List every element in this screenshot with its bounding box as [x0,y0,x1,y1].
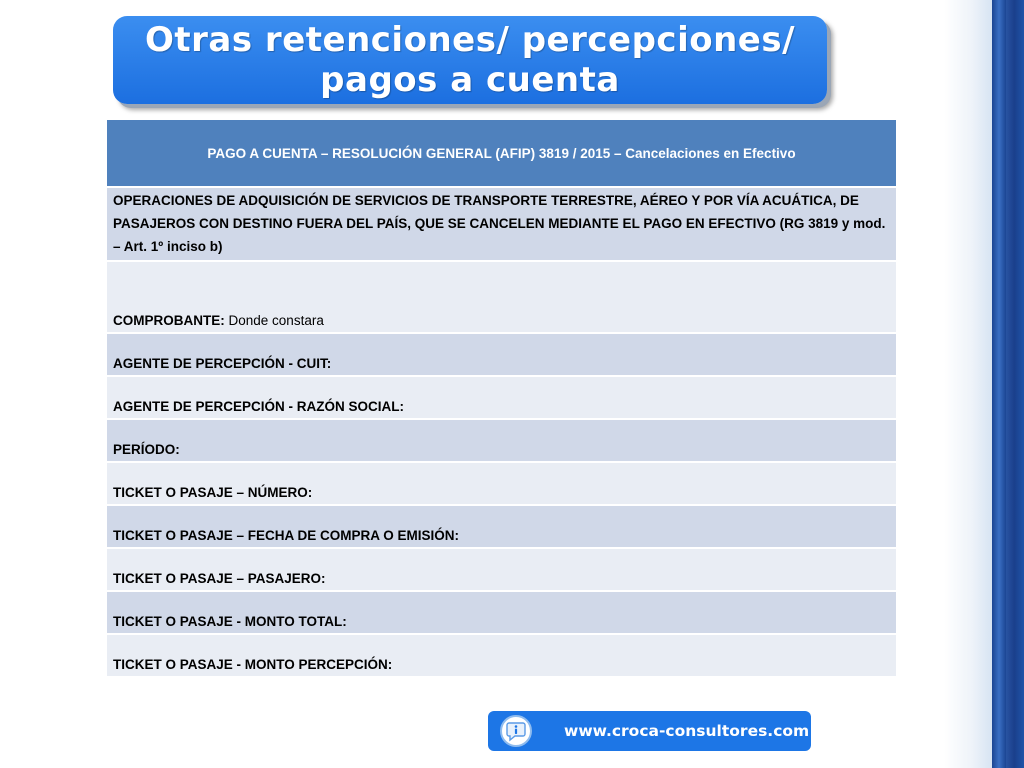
page-title [120,20,820,100]
title-line-2: pagos a cuenta [320,60,620,100]
row-label-razon-social: AGENTE DE PERCEPCIÓN - RAZÓN SOCIAL: [107,376,896,419]
table-row [107,333,896,376]
table-header-row [107,120,896,187]
comprobante-value: Donde constara [228,313,324,328]
comprobante-label: COMPROBANTE: [113,313,225,328]
row-label-cuit: AGENTE DE PERCEPCIÓN - CUIT: [107,333,896,376]
operations-row [107,187,896,261]
table-header-cell [107,120,896,187]
title-banner [113,16,827,104]
website-url-link[interactable]: www.croca-consultores.com [564,722,810,740]
table-row [107,591,896,634]
row-label-monto-percepcion: TICKET O PASAJE - MONTO PERCEPCIÓN: [107,634,896,677]
row-label-ticket-numero: TICKET O PASAJE – NÚMERO: [107,462,896,505]
row-label-periodo: PERÍODO: [107,419,896,462]
operations-text: OPERACIONES DE ADQUISICIÓN DE SERVICIOS DE TRANSPORTE TERRESTRE, AÉREO Y POR VÍA ACUÁTICA, DE PASAJEROS CON DESTINO FUERA DEL PAÍS, QUE SE CANCELEN MEDIANTE EL PAGO EN EFECTIVO (RG 3819 y mod. – Art. 1º inciso b) [107,187,896,261]
row-label-ticket-fecha: TICKET O PASAJE – FECHA DE COMPRA O EMISIÓN: [107,505,896,548]
row-label-monto-total: TICKET O PASAJE - MONTO TOTAL: [107,591,896,634]
website-badge[interactable] [488,711,811,751]
header-text: PAGO A CUENTA – RESOLUCIÓN GENERAL (AFIP) 3819 / 2015 – Cancelaciones en Efectivo [207,145,796,161]
table-row [107,462,896,505]
row-label-ticket-pasajero: TICKET O PASAJE – PASAJERO: [107,548,896,591]
info-speech-bubble-icon [500,715,532,747]
title-line-1: Otras retenciones/ percepciones/ [144,20,795,60]
table-row [107,376,896,419]
table-row [107,505,896,548]
comprobante-row [107,261,896,333]
perception-form-table [107,120,896,678]
comprobante-cell [107,261,896,333]
decorative-ribbon [992,0,1006,768]
right-decorative-border [944,0,1024,768]
table-row [107,548,896,591]
table-row [107,634,896,677]
table-row [107,419,896,462]
